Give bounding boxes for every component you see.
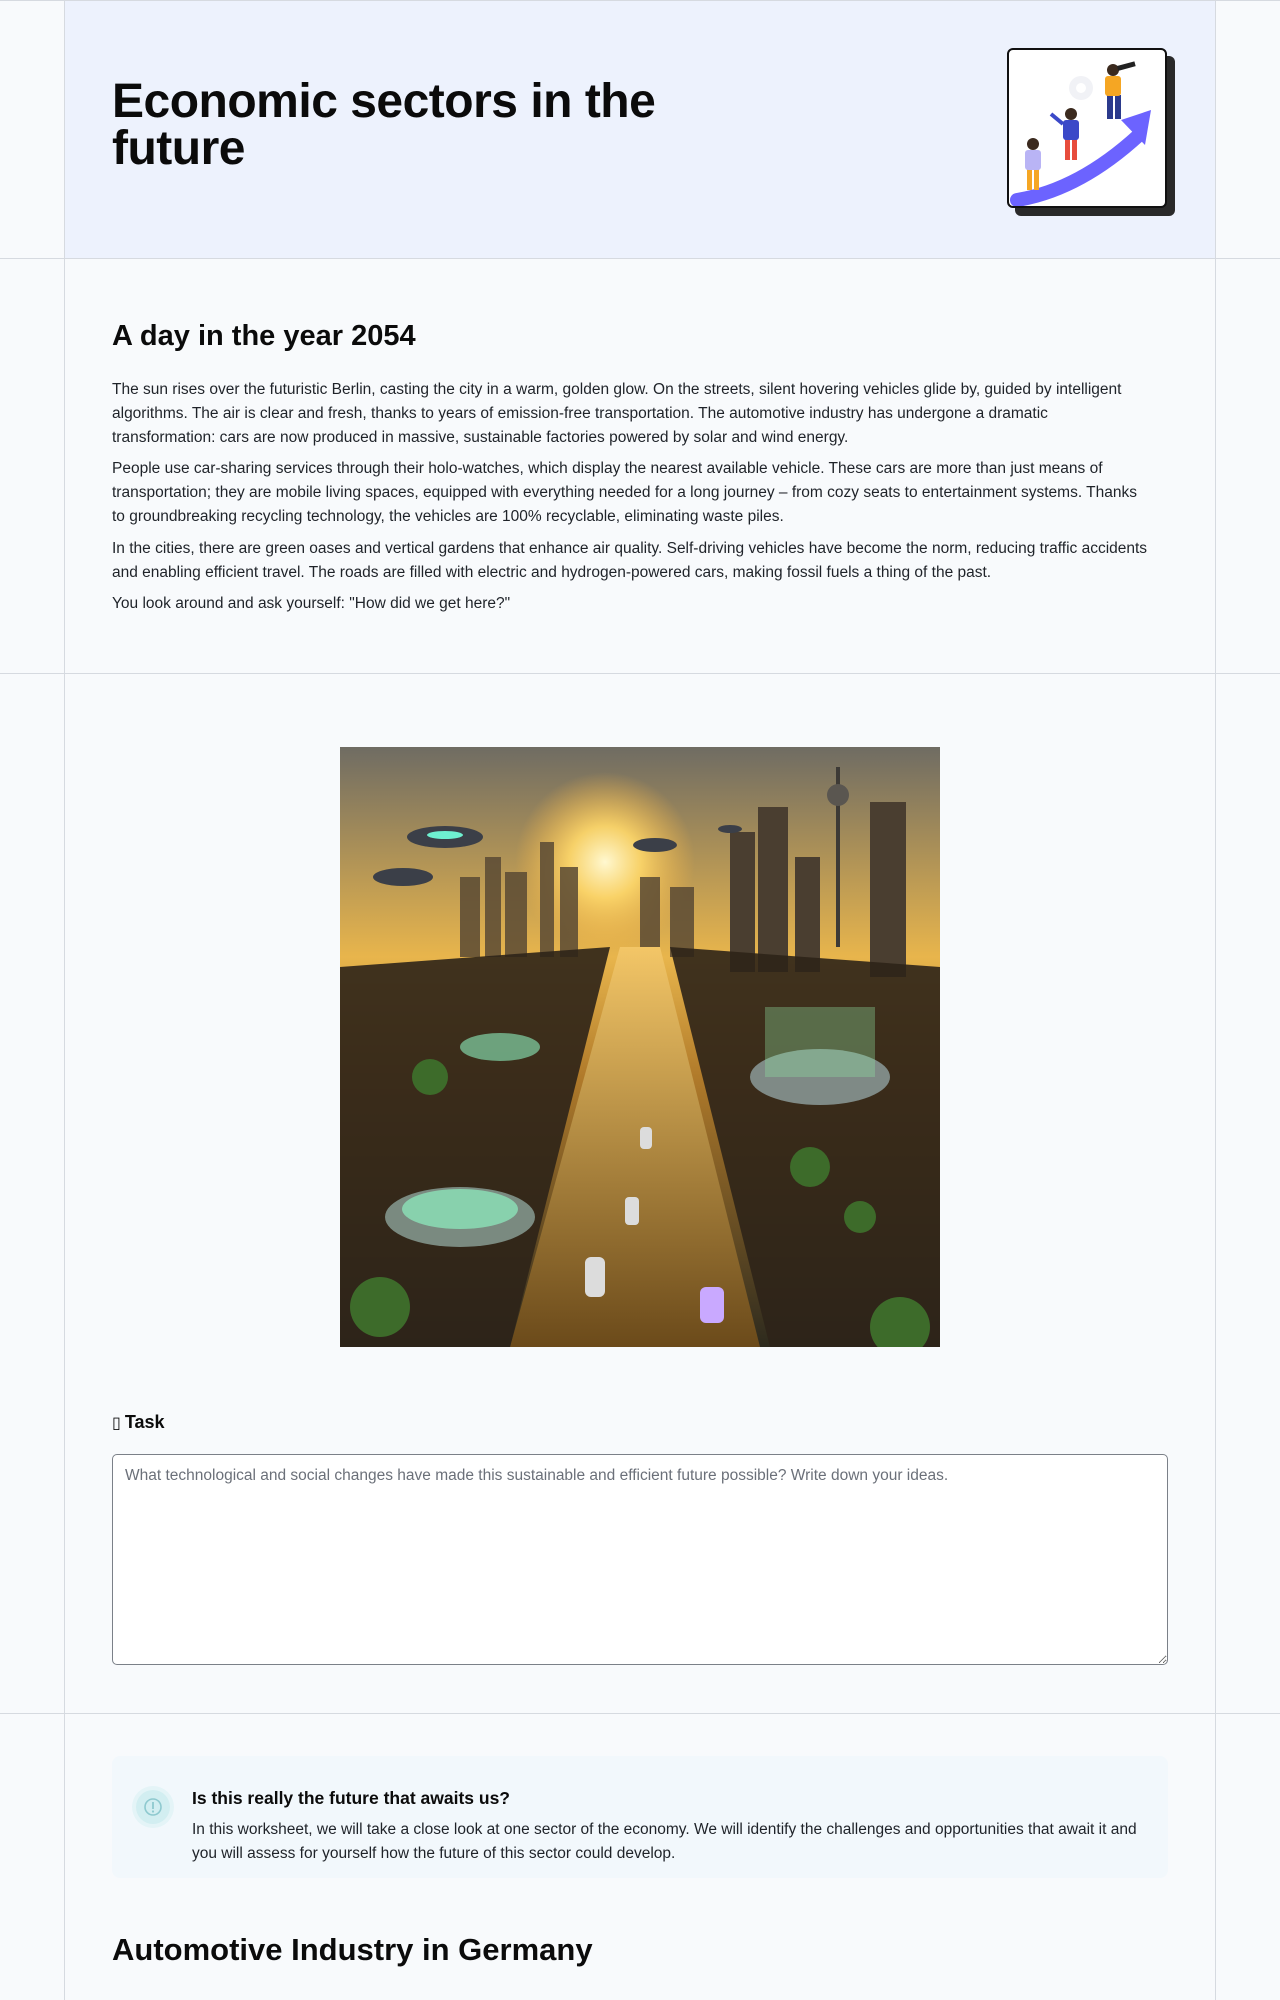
grid-line-top <box>0 0 1280 1</box>
info-callout <box>112 1756 1168 1878</box>
grid-line-right <box>1215 0 1216 2000</box>
story-paragraph-3: In the cities, there are green oases and vertical gardens that enhance air quality. Self-driving vehicles have become the norm, reducing traffic accidents and enabling efficient travel. The roads are filled with electric and hydrogen-powered cars, making fossil fuels a thing of the past. <box>112 540 1148 581</box>
growth-illustration <box>1007 48 1167 208</box>
story-paragraph-2: People use car-sharing services through their holo-watches, which display the nearest available vehicle. These cars are more than just means of transportation; they are mobile living spaces, equipped with everything needed for a long journey – from cozy seats to entertainment systems. Thanks to groundbreaking recycling technology, the vehicles are 100% recyclable, eliminating waste piles. <box>112 460 1137 525</box>
story-paragraph-1: The sun rises over the futuristic Berlin, casting the city in a warm, golden glow. On the streets, silent hovering vehicles glide by, guided by intelligent algorithms. The air is clear and fresh, thanks to years of emission-free transportation. The automotive industry has undergone a dramatic transformation: cars are now produced in massive, sustainable factories powered by solar and wind energy. <box>112 381 1122 446</box>
task-icon: ▯ <box>112 1415 121 1432</box>
callout-title: Is this really the future that awaits us? <box>192 1788 510 1808</box>
grid-line-header-bottom <box>0 258 1280 259</box>
task-label <box>112 1412 165 1433</box>
story-heading: A day in the year 2054 <box>112 320 416 352</box>
story-paragraph-4: You look around and ask yourself: "How did we get here?" <box>112 595 511 612</box>
section-heading-automotive: Automotive Industry in Germany <box>112 1932 593 1967</box>
futuristic-city-image <box>340 747 940 1347</box>
page-title: Economic sectors in the future <box>112 75 656 175</box>
task-label-text: Task <box>124 1412 165 1432</box>
grid-line-story-bottom <box>0 673 1280 674</box>
info-icon <box>136 1790 170 1824</box>
callout-text: In this worksheet, we will take a close look at one sector of the economy. We will identify the challenges and opportunities that await it and you will assess for yourself how the future of this sector could develop. <box>192 1821 1137 1862</box>
grid-line-task-bottom <box>0 1713 1280 1714</box>
grid-line-left <box>64 0 65 2000</box>
task-answer-textarea[interactable] <box>112 1454 1168 1665</box>
